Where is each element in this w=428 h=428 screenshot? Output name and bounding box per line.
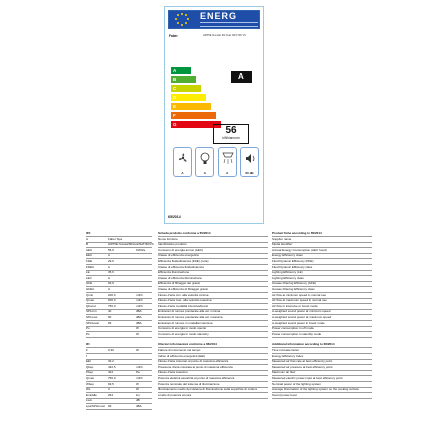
description-row: Flusso d'aria misurato al punto di massima efficienza xyxy=(158,359,229,364)
description-row: Flusso d'aria min. alla velocità minima xyxy=(158,292,209,297)
description-row: Emissioni di rumore ponderate alla vel. massima xyxy=(158,315,223,319)
row-value: A xyxy=(108,253,111,258)
description-row: Potenza nominale del sistema di illuminazione xyxy=(158,381,220,386)
description-row: Efficienza di filtraggio dei grassi xyxy=(158,281,200,286)
row-unit: dBA xyxy=(136,320,142,325)
row-value: 29,6 xyxy=(108,259,114,263)
row-key: A xyxy=(86,236,89,241)
description-row: Power consumption in standby mode xyxy=(272,331,322,336)
description-row: Measured electric power input at best efficiency point xyxy=(272,376,343,380)
row-key: EEI xyxy=(86,359,91,364)
row-value: 0,30 xyxy=(108,348,114,352)
description-row: Consumo di energia in modo stand-by xyxy=(158,331,209,336)
noise-value xyxy=(241,171,258,175)
row-key: SPLmax xyxy=(86,315,98,319)
row-unit: dBA xyxy=(136,315,142,319)
row-value: 750,0 xyxy=(108,376,116,380)
energy-class-bar xyxy=(171,85,201,92)
row-key: FDE xyxy=(86,259,92,263)
description-row: Scheda prodotto conforme a 65/2014 xyxy=(158,231,211,235)
consumption-box xyxy=(213,124,249,144)
row-unit: KWh/a xyxy=(136,247,146,252)
label-title xyxy=(196,11,259,28)
description-row: Flusso d'aria modalità intensiva/boost xyxy=(158,303,208,308)
row-value: Faber Spa xyxy=(108,236,123,241)
description-row: Emissioni di rumore in modalità intensiva xyxy=(158,320,213,325)
table-divider xyxy=(86,337,152,338)
row-value: 35,6 xyxy=(108,270,114,275)
row-key: FDEC xyxy=(86,264,95,269)
regulation-number: 65/2014 xyxy=(168,215,181,219)
description-row: Grease Filtering Efficiency class xyxy=(272,287,315,291)
row-key: AEC xyxy=(86,247,93,252)
description-row: Annual Energy Consumption (AEC hood) xyxy=(272,247,327,252)
row-key: WL xyxy=(86,387,91,392)
description-row: Air flow in intensive or boost mode xyxy=(272,303,318,308)
table-divider xyxy=(158,398,268,399)
brand-name: Faber xyxy=(169,34,178,38)
description-row: Air flow at minimum speed in normal use xyxy=(272,292,327,297)
energy-class-letter: G xyxy=(173,122,177,127)
row-key: SPLmin xyxy=(86,309,97,314)
energy-class-letter: A xyxy=(173,68,177,73)
row-unit: m3/h xyxy=(136,292,143,297)
row-key: GFEC xyxy=(86,287,95,291)
description-row: Fattore di incremento nel tempo xyxy=(158,348,201,352)
fan-icon xyxy=(176,151,190,165)
table-divider xyxy=(272,398,372,399)
description-row: Fluid Dynamic Efficiency class xyxy=(272,264,313,269)
description-row: Time increase factor xyxy=(272,348,300,352)
row-value: 600,0 xyxy=(108,298,116,303)
row-value: A xyxy=(108,264,111,269)
energy-class-letter: C xyxy=(173,86,177,91)
row-key: Qmin xyxy=(86,292,94,297)
description-row: Power consumption in off mode xyxy=(272,326,314,331)
row-unit: W xyxy=(136,387,139,392)
row-value: 69 xyxy=(108,404,112,408)
label-title-text: ENERG xyxy=(200,11,238,21)
description-row: Average illumination of the lighting system on the cooking surface xyxy=(272,387,359,392)
description-row: Efficienza illuminazione xyxy=(158,270,190,275)
row-key: LwA xyxy=(86,398,92,403)
description-row: A-weighted sound power at maximum speed xyxy=(272,315,332,319)
description-row: Energy Efficiency class xyxy=(272,253,303,258)
row-value: 424 xyxy=(108,370,114,375)
description-row: Consumo di energia annuo (AEC) xyxy=(158,247,204,252)
consumption-value: 56 xyxy=(225,125,237,136)
grease-efficiency-box xyxy=(218,147,237,177)
table-divider xyxy=(158,337,268,338)
row-key: IFF xyxy=(86,231,91,235)
row-unit: W xyxy=(136,326,139,331)
row-key: LE xyxy=(86,270,90,275)
left-data-table xyxy=(86,232,152,408)
description-row: Lighting Efficiency (LE) xyxy=(272,270,303,275)
row-key: f xyxy=(86,353,87,358)
row-value: 432,5 xyxy=(108,364,116,369)
row-value: 33,2 xyxy=(108,359,114,364)
grease-efficiency-class: A xyxy=(226,171,229,175)
table-divider xyxy=(86,409,152,410)
row-unit: Pa xyxy=(136,370,140,375)
row-key: GFE xyxy=(86,281,93,286)
description-row: Pressione d'aria misurata al punto di massima efficienza xyxy=(158,364,233,369)
description-row: Consumo di energia in modo spento xyxy=(158,326,207,331)
row-key: B xyxy=(86,242,89,247)
row-key: LEC xyxy=(86,275,92,280)
row-value: 93,5 xyxy=(108,381,114,386)
energy-rating-arrow xyxy=(231,71,252,83)
english-description-table xyxy=(272,232,372,408)
light-efficiency-class: A xyxy=(203,171,206,175)
description-row: Indice di efficienza energetica (EEI) xyxy=(158,353,206,358)
eu-flag-icon xyxy=(169,11,196,28)
row-value: 55,9 xyxy=(108,247,114,252)
row-unit: W xyxy=(136,331,139,336)
description-row: Nominal power of the lighting system xyxy=(272,381,322,386)
description-row: A-weighted sound power in boost mode xyxy=(272,320,325,325)
row-key: IFI xyxy=(86,342,90,347)
row-value: 40 xyxy=(108,309,112,314)
description-row: Efficienza fluidodinamica (FDE) (nota) xyxy=(158,259,209,263)
noise-unit: dB xyxy=(249,171,254,175)
row-unit: W xyxy=(136,348,139,352)
model-identifier: HIPPIE Nuvola/ 60/ Ava/ NAT/ 60/ VC xyxy=(203,34,247,37)
noise-icon xyxy=(243,151,257,167)
row-key: Wbep xyxy=(86,381,94,386)
energy-class-letter: D xyxy=(173,95,177,100)
light-bulb-icon xyxy=(198,151,212,167)
fan-efficiency-class: A xyxy=(181,171,184,175)
description-row: Fluid Dynamic Efficiency (FDE) xyxy=(272,259,314,263)
description-row: Emissioni di rumore ponderate alla vel. minima xyxy=(158,309,221,314)
noise-level: 60 xyxy=(245,171,249,175)
table-divider xyxy=(272,337,372,338)
description-row: Ulteriori informazioni conforme a 66/2014 xyxy=(158,342,217,347)
description-row: Illuminamento medio del sistema di illuminazione sulla superficie di cottura xyxy=(158,387,257,392)
energy-class-letter: F xyxy=(173,113,176,118)
row-unit: W xyxy=(136,381,139,386)
row-unit: dB xyxy=(136,398,140,403)
row-key: Qmax xyxy=(86,298,95,303)
row-key: Po xyxy=(86,326,90,331)
description-row: Air flow at maximum speed in normal use xyxy=(272,298,327,303)
description-row: A-weighted sound power at minimum speed xyxy=(272,309,331,314)
energy-class-bar xyxy=(171,103,211,110)
row-key: F xyxy=(86,348,88,352)
description-row: Flusso d'aria massimo xyxy=(158,370,188,375)
energy-label xyxy=(164,6,264,224)
energy-rating-letter: A xyxy=(238,72,244,81)
row-value: 750,0 xyxy=(108,303,116,308)
label-header xyxy=(168,10,260,29)
row-value: 200,0 xyxy=(108,292,116,297)
grease-filter-icon xyxy=(221,151,235,167)
energy-class-bar xyxy=(171,112,216,119)
description-row: Classe di efficienza fluidodinamica xyxy=(158,264,204,269)
description-row: Potenza elettrica assorbita al punto di massima efficienza xyxy=(158,376,235,380)
row-value: 264 xyxy=(108,392,114,397)
description-row: Supplier name xyxy=(272,236,292,241)
row-key: Pbep xyxy=(86,370,94,375)
row-value: 3 xyxy=(108,387,110,392)
description-row: Classe di efficienza energetica xyxy=(158,253,199,258)
italian-description-table xyxy=(158,232,268,408)
row-unit: dBA xyxy=(136,404,142,408)
row-unit: dBA xyxy=(136,309,142,314)
row-value: A xyxy=(108,275,111,280)
description-row: Classe di efficienza di filtraggio grassi xyxy=(158,287,208,291)
energy-class-bar xyxy=(171,94,206,101)
description-row: Livello di potenza sonora xyxy=(158,392,192,397)
noise-box xyxy=(240,147,259,177)
description-row: Measured air flow rate at best efficiency point xyxy=(272,359,333,364)
row-unit: m3/h xyxy=(136,376,143,380)
label-title-underline xyxy=(200,22,258,27)
description-row: Maximum air flow xyxy=(272,370,296,375)
label-icons xyxy=(173,147,259,177)
description-row: Energy Efficiency Index xyxy=(272,353,304,358)
row-key: Qboost xyxy=(86,303,96,308)
row-key: EEC xyxy=(86,253,93,258)
light-efficiency-box xyxy=(195,147,214,177)
description-row: Additional information according to 66/2014 xyxy=(272,342,335,347)
row-unit: m3/h xyxy=(136,303,143,308)
description-row: Classe di efficienza illuminazione xyxy=(158,275,202,280)
row-value: 92,9 xyxy=(108,281,114,286)
energy-class-bar xyxy=(171,76,196,83)
energy-class-letter: B xyxy=(173,77,177,82)
description-row: Nome fornitore xyxy=(158,236,178,241)
row-value: A xyxy=(108,287,111,291)
description-row: Identificativo prodotto xyxy=(158,242,187,247)
description-row: Sound power level xyxy=(272,392,297,397)
description-row: Product fiche according to 65/2014 xyxy=(272,231,322,235)
row-value: 60 xyxy=(108,315,112,319)
description-row: Flusso d'aria max. alla velocità massima xyxy=(158,298,212,303)
description-row: Lighting Efficiency class xyxy=(272,275,304,280)
row-unit: lux xyxy=(136,392,140,397)
description-row: Grease Filtering Efficiency (GFE) xyxy=(272,281,316,286)
row-key: Ps xyxy=(86,331,90,336)
row-key: Lpa/SPLboost xyxy=(86,404,105,408)
row-unit: m3/h xyxy=(136,364,143,369)
consumption-unit: kWh/annum xyxy=(222,136,240,140)
row-value: 69 xyxy=(108,320,112,325)
row-key: Qbep xyxy=(86,364,94,369)
description-row: Model identifier xyxy=(272,242,293,247)
row-value: HIPPIE Nuvola/60/Ava/NAT/60/VC xyxy=(108,242,154,247)
energy-class-bar xyxy=(171,67,191,74)
description-row: Measured air pressure at best efficiency point xyxy=(272,364,333,369)
fan-efficiency-box xyxy=(173,147,192,177)
energy-class-letter: E xyxy=(173,104,177,109)
row-key: Qmax xyxy=(86,376,95,380)
row-key: Emiddle xyxy=(86,392,97,397)
row-unit: m3/h xyxy=(136,298,143,303)
row-key: SPLboost xyxy=(86,320,100,325)
